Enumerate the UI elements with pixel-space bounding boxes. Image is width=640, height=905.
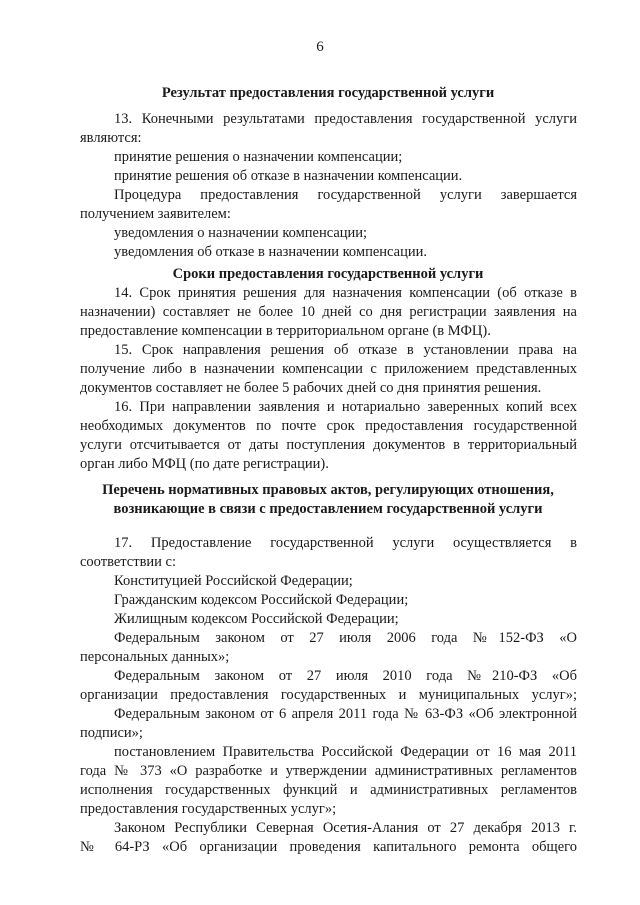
paragraph-line: 13. Конечными результатами предоставления государственной услуги xyxy=(114,111,577,127)
paragraph-line: 14. Срок принятия решения для назначения компенсации (об отказе в xyxy=(114,285,577,301)
paragraph-line: принятие решения об отказе в назначении компенсации. xyxy=(114,168,463,184)
paragraph-line: Процедура предоставления государственной услуги завершается xyxy=(114,187,577,203)
paragraph-line: Жилищным кодексом Российской Федерации; xyxy=(114,611,399,627)
section-heading-result: Результат предоставления государственной услуги xyxy=(161,85,495,101)
paragraph-line: № 64-РЗ «Об организации проведения капитального ремонта общего xyxy=(80,839,577,855)
paragraph-line: персональных данных»; xyxy=(80,649,230,665)
paragraph-line: Федеральным законом от 6 апреля 2011 года № 63-ФЗ «Об электронной xyxy=(114,706,577,722)
paragraph-line: 17. Предоставление государственной услуги осуществляется в xyxy=(114,535,577,551)
section-heading-legal-acts-line-1: Перечень нормативных правовых актов, регулирующих отношения, xyxy=(102,482,554,498)
paragraph-line: уведомления о назначении компенсации; xyxy=(114,225,368,241)
paragraph-line: принятие решения о назначении компенсации; xyxy=(114,149,403,165)
paragraph-line: постановлением Правительства Российской Федерации от 16 мая 2011 xyxy=(114,744,577,760)
paragraph-line: услуги отсчитывается от даты поступления документов в территориальный xyxy=(80,437,577,453)
paragraph-line: орган либо МФЦ (по дате регистрации). xyxy=(80,456,329,472)
paragraph-line: необходимых документов по почте срок предоставления государственной xyxy=(80,418,577,434)
section-heading-terms: Сроки предоставления государственной услуги xyxy=(172,266,484,282)
paragraph-line: предоставления государственных услуг»; xyxy=(80,801,337,817)
paragraph-line: Законом Республики Северная Осетия-Алания от 27 декабря 2013 г. xyxy=(114,820,577,836)
paragraph-line: уведомления об отказе в назначении компенсации. xyxy=(114,244,427,260)
paragraph-line: соответствии с: xyxy=(80,554,177,570)
page-number: 6 xyxy=(316,39,324,55)
paragraph-line: исполнения государственных функций и административных регламентов xyxy=(80,782,577,798)
paragraph-line: Конституцией Российской Федерации; xyxy=(114,573,353,589)
paragraph-line: являются: xyxy=(80,130,142,146)
paragraph-line: 16. При направлении заявления и нотариально заверенных копий всех xyxy=(114,399,577,415)
paragraph-line: 15. Срок направления решения об отказе в установлении права на xyxy=(114,342,577,358)
paragraph-line: назначении) составляет не более 10 дней со дня регистрации заявления на xyxy=(80,304,577,320)
paragraph-line: получение либо в назначении компенсации с приложением представленных xyxy=(80,361,577,377)
paragraph-line: года № 373 «О разработке и утверждении административных регламентов xyxy=(80,763,577,779)
paragraph-line: Федеральным законом от 27 июля 2006 года №152-ФЗ «О xyxy=(114,630,577,646)
paragraph-line: документов составляет не более 5 рабочих дней со дня принятия решения. xyxy=(80,380,542,396)
paragraph-line: подписи»; xyxy=(80,725,143,741)
paragraph-line: Гражданским кодексом Российской Федерации; xyxy=(114,592,409,608)
section-heading-legal-acts-line-2: возникающие в связи с предоставлением государственной услуги xyxy=(113,501,543,517)
paragraph-line: предоставление компенсации в территориальном органе (в МФЦ). xyxy=(80,323,491,339)
paragraph-line: получением заявителем: xyxy=(80,206,231,222)
paragraph-line: Федеральным законом от 27 июля 2010 года №210-ФЗ «Об xyxy=(114,668,577,684)
paragraph-line: организации предоставления государственных и муниципальных услуг»; xyxy=(80,687,577,703)
